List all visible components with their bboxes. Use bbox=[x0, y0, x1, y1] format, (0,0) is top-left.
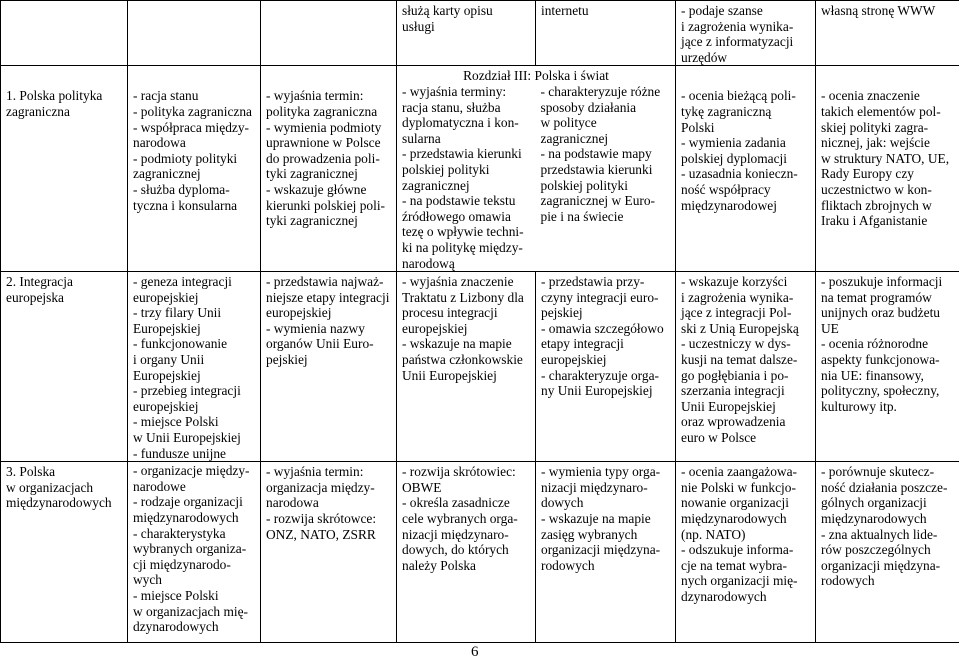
text-line: zagranicznej bbox=[540, 130, 609, 146]
text-line: polskiej polityki bbox=[540, 177, 628, 193]
text-line: - charakteryzuje różne bbox=[540, 83, 661, 99]
text-line: jące z informatyzacji bbox=[681, 34, 794, 50]
text-line: - określa zasadnicze bbox=[402, 495, 510, 511]
text-line: - ocenia zaangażowa- bbox=[681, 464, 797, 480]
text-line: w Unii Europejskiej bbox=[133, 430, 241, 446]
text-line: - wskazuje korzyści bbox=[681, 274, 788, 290]
text-line: zagranicznej bbox=[402, 177, 470, 193]
text-line: europejskiej bbox=[402, 320, 468, 336]
text-line: na temat programów bbox=[821, 289, 932, 305]
text-line: tyczna i konsularna bbox=[133, 197, 238, 213]
text-line: nicznej, jak: wejście bbox=[821, 135, 930, 151]
requirements-extended-c bbox=[816, 272, 959, 462]
text-line: pejskiej bbox=[266, 352, 308, 368]
text-line: do prowadzenia poli- bbox=[266, 150, 380, 166]
text-line: - porównuje skutecz- bbox=[821, 464, 935, 480]
text-line: międzynarodowej bbox=[681, 197, 777, 213]
text-line: własną stronę WWW bbox=[821, 3, 936, 18]
text-line: - polityka zagraniczna bbox=[133, 103, 252, 119]
text-line: ność współpracy bbox=[681, 181, 771, 197]
text-line: polityczny, społeczny, bbox=[821, 383, 940, 399]
text-line: Rady Europy czy bbox=[821, 166, 914, 182]
text-line: oraz wprowadzenia bbox=[681, 414, 786, 430]
text-line: wybranych organiza- bbox=[133, 541, 247, 557]
top-cell bbox=[816, 1, 959, 66]
text-line: w organizacjach bbox=[6, 479, 94, 495]
text-line: narodową bbox=[402, 255, 455, 271]
topic-row-1 bbox=[1, 66, 959, 272]
text-line: ski z Unią Europejską bbox=[681, 320, 799, 336]
text-line: europejskiej bbox=[541, 352, 607, 368]
requirements-extended-c bbox=[816, 462, 959, 643]
text-line: - omawia szczegółowo bbox=[541, 320, 664, 336]
text-line: - rozwija skrótowiec: bbox=[402, 464, 516, 480]
top-cell bbox=[536, 1, 676, 66]
text-line: - wyjaśnia termin: bbox=[266, 88, 364, 104]
requirements-basic-a bbox=[261, 462, 397, 643]
text-line: polskiej polityki bbox=[402, 161, 490, 177]
text-line: tyki zagranicznej bbox=[266, 166, 358, 182]
text-line: Unii Europejskiej bbox=[402, 367, 497, 383]
text-line: - uczestniczy w dys- bbox=[681, 336, 791, 352]
text-line: - wymienia typy orga- bbox=[541, 464, 661, 480]
text-line: polskiej dyplomacji bbox=[681, 150, 787, 166]
text-line: - organizacje między- bbox=[133, 463, 250, 479]
text-line: zagranicznej w Euro- bbox=[540, 193, 656, 209]
text-line: organów Unii Euro- bbox=[266, 336, 374, 352]
text-line: Unii Europejskiej bbox=[681, 398, 776, 414]
requirements-extended-c bbox=[816, 66, 959, 272]
top-cell bbox=[397, 1, 536, 66]
topic-title bbox=[1, 272, 128, 462]
text-line: należy Polska bbox=[402, 557, 477, 573]
text-line: europejskiej bbox=[133, 398, 199, 414]
text-line: źródłowego omawia bbox=[402, 208, 511, 224]
text-line: - geneza integracji bbox=[133, 274, 232, 290]
text-line: tykę zagraniczną bbox=[681, 103, 772, 119]
text-line: - przedstawia kierunki bbox=[402, 146, 522, 162]
text-line: cele wybranych orga- bbox=[402, 511, 518, 526]
text-line: Traktatu z Lizbony dla bbox=[402, 289, 524, 305]
text-line: pie i na świecie bbox=[540, 208, 624, 224]
text-line: OBWE bbox=[402, 479, 442, 495]
text-line: - zna aktualnych lide- bbox=[821, 526, 938, 542]
text-line: - ocenia znaczenie bbox=[821, 88, 920, 104]
text-line: ny Unii Europejskiej bbox=[541, 383, 653, 399]
text-line: w struktury NATO, UE, bbox=[821, 150, 950, 166]
text-line: uczestnictwo w kon- bbox=[821, 181, 932, 197]
text-line: Europejskiej bbox=[133, 320, 201, 336]
text-line: 1. Polska polityka bbox=[6, 88, 103, 104]
text-line: etapy integracji bbox=[541, 336, 624, 352]
text-line: zasięg wybranych bbox=[541, 526, 638, 542]
text-line: tezę o wpływie techni- bbox=[402, 224, 524, 240]
text-line: - odszukuje informa- bbox=[681, 542, 794, 558]
text-line: 2. Integracja bbox=[6, 274, 73, 290]
text-line: - wyjaśnia terminy: bbox=[402, 83, 507, 99]
topic-content bbox=[128, 272, 261, 462]
text-line: - miejsce Polski bbox=[133, 414, 219, 430]
section-title: Rozdział III: Polska i świat bbox=[463, 68, 609, 84]
text-line: tyki zagranicznej bbox=[266, 213, 358, 229]
text-line: cji międzynarodo- bbox=[133, 556, 231, 572]
text-line: polityka zagraniczna bbox=[266, 103, 378, 119]
text-line: narodowe bbox=[133, 478, 186, 494]
text-line: unijnych oraz budżetu bbox=[821, 305, 940, 321]
continuation-row bbox=[1, 1, 959, 66]
text-line: niejsze etapy integracji bbox=[266, 289, 390, 305]
text-line: Polski bbox=[681, 119, 715, 135]
text-line: dowych, do których bbox=[402, 542, 509, 558]
text-line: - podmioty polityki bbox=[133, 150, 238, 166]
text-line: międzynarodowych bbox=[821, 511, 927, 526]
text-line: pejskiej bbox=[541, 305, 583, 321]
requirements-extended-a bbox=[536, 462, 676, 643]
text-line: - podaje szanse bbox=[681, 3, 763, 18]
text-line: kierunki polskiej poli- bbox=[266, 197, 386, 213]
topic-content bbox=[128, 66, 261, 272]
text-line: rodowych bbox=[541, 557, 595, 573]
section-cell bbox=[397, 66, 676, 272]
text-line: organizacji międzyna- bbox=[821, 557, 941, 573]
text-line: - wskazuje główne bbox=[266, 181, 367, 197]
text-line: - wymienia nazwy bbox=[266, 320, 365, 336]
page-number: 6 bbox=[471, 644, 479, 660]
text-line: - fundusze unijne bbox=[133, 445, 226, 461]
text-line: go pogłębiania i po- bbox=[681, 367, 789, 383]
text-line: - rozwija skrótowce: bbox=[266, 511, 377, 526]
text-line: - trzy filary Unii bbox=[133, 305, 222, 321]
top-cell bbox=[1, 1, 128, 66]
text-line: organizacja między- bbox=[266, 479, 375, 495]
text-line: - funkcjonowanie bbox=[133, 336, 228, 352]
text-line: skiej polityki zagra- bbox=[821, 119, 929, 135]
text-line: - na podstawie tekstu bbox=[402, 193, 516, 209]
text-line: dzynarodowych bbox=[133, 619, 219, 635]
text-line: Iraku i Afganistanie bbox=[821, 213, 928, 229]
requirements-extended-b bbox=[676, 272, 816, 462]
requirements-extended-b bbox=[676, 66, 816, 272]
text-line: dowych bbox=[541, 495, 584, 511]
text-line: europejskiej bbox=[133, 289, 199, 305]
text-line: europejska bbox=[6, 289, 65, 305]
text-line: narodowa bbox=[266, 495, 319, 511]
text-line: ki na politykę między- bbox=[402, 239, 523, 255]
text-line: nowanie organizacji bbox=[681, 495, 789, 511]
text-line: - uzasadnia konieczn- bbox=[681, 166, 798, 182]
text-line: - współpraca między- bbox=[133, 119, 250, 135]
requirements-basic-b bbox=[397, 272, 536, 462]
text-line: - racja stanu bbox=[133, 88, 199, 104]
text-line: przedstawia kierunki bbox=[540, 161, 653, 177]
text-line: europejskiej bbox=[266, 305, 332, 321]
text-line: racja stanu, służba bbox=[402, 99, 501, 115]
text-line: ność działania poszcze- bbox=[821, 479, 948, 495]
text-line: - wymienia zadania bbox=[681, 135, 786, 151]
requirements-basic-b bbox=[397, 462, 536, 643]
topic-row-2 bbox=[1, 272, 959, 462]
text-line: - przedstawia najważ- bbox=[266, 274, 384, 290]
topic-title bbox=[1, 462, 128, 643]
requirements-basic-a bbox=[261, 272, 397, 462]
text-line: państwa członkowskie bbox=[402, 352, 523, 368]
text-line: - przebieg integracji bbox=[133, 383, 241, 399]
section-columns bbox=[397, 84, 675, 271]
top-cell bbox=[261, 1, 397, 66]
text-line: UE bbox=[821, 320, 839, 336]
text-line: w organizacjach mię- bbox=[133, 603, 249, 619]
text-line: służą karty opisu bbox=[402, 3, 493, 18]
text-line: urzędów bbox=[681, 49, 728, 65]
text-line: - wyjaśnia termin: bbox=[266, 464, 364, 480]
text-line: - na podstawie mapy bbox=[540, 146, 652, 162]
text-line: dzynarodowych bbox=[681, 588, 767, 604]
text-line: - służba dyploma- bbox=[133, 181, 230, 197]
text-line: nie Polski w funkcjo- bbox=[681, 479, 796, 495]
text-line: - ocenia różnorodne bbox=[821, 336, 929, 352]
text-line: rodowych bbox=[821, 573, 875, 589]
text-line: - ocenia bieżącą poli- bbox=[681, 88, 796, 104]
text-line: aspekty funkcjonowa- bbox=[821, 352, 940, 368]
text-line: usługi bbox=[402, 18, 435, 34]
text-line: nia UE: finansowy, bbox=[821, 367, 924, 383]
text-line: - wskazuje na mapie bbox=[402, 336, 512, 352]
text-line: - charakteryzuje orga- bbox=[541, 367, 659, 383]
text-line: kusji na temat dalsze- bbox=[681, 352, 798, 368]
text-line: uprawnione w Polsce bbox=[266, 135, 381, 151]
text-line: międzynarodowych bbox=[681, 511, 787, 526]
text-line: sularna bbox=[402, 130, 441, 146]
text-line: narodowa bbox=[133, 135, 186, 151]
text-line: w polityce bbox=[540, 115, 597, 131]
text-line: ONZ, NATO, ZSRR bbox=[266, 526, 376, 542]
requirements-extended-a bbox=[536, 272, 676, 462]
text-line: jące z integracji Pol- bbox=[681, 305, 792, 321]
topic-title bbox=[1, 66, 128, 272]
text-line: - rodzaje organizacji bbox=[133, 494, 243, 510]
text-line: internetu bbox=[541, 3, 589, 18]
requirements-extended-a bbox=[536, 84, 676, 271]
text-line: zagraniczna bbox=[6, 103, 70, 119]
text-line: dyplomatyczna i kon- bbox=[402, 115, 519, 131]
text-line: i organy Unii bbox=[133, 352, 205, 368]
text-line: - wskazuje na mapie bbox=[541, 511, 651, 526]
text-line: Europejskiej bbox=[133, 367, 201, 383]
text-line: - wymienia podmioty bbox=[266, 119, 382, 135]
text-line: organizacji międzyna- bbox=[541, 542, 661, 558]
text-line: zagranicznej bbox=[133, 166, 201, 182]
text-line: kulturowy itp. bbox=[821, 398, 897, 414]
text-line: fliktach zbrojnych w bbox=[821, 197, 932, 213]
text-line: takich elementów pol- bbox=[821, 103, 941, 119]
text-line: 3. Polska bbox=[6, 464, 56, 480]
text-line: międzynarodowych bbox=[133, 510, 239, 525]
text-line: sposoby działania bbox=[540, 99, 637, 115]
text-line: - wyjaśnia znaczenie bbox=[402, 274, 514, 290]
requirements-basic-a bbox=[261, 66, 397, 272]
text-line: nizacji międzynaro- bbox=[402, 526, 509, 542]
text-line: cje na temat wybra- bbox=[681, 557, 787, 573]
text-line: - miejsce Polski bbox=[133, 587, 219, 603]
text-line: i zagrożenia wynika- bbox=[681, 18, 794, 34]
text-line: - charakterystyka bbox=[133, 525, 226, 541]
topic-row-3 bbox=[1, 462, 959, 643]
text-line: - przedstawia przy- bbox=[541, 274, 645, 290]
text-line: czyny integracji euro- bbox=[541, 289, 659, 305]
text-line: gólnych organizacji bbox=[821, 495, 927, 511]
text-line: rów poszczególnych bbox=[821, 542, 931, 558]
text-line: i zagrożenia wynika- bbox=[681, 289, 794, 305]
topic-content bbox=[128, 462, 261, 643]
top-cell bbox=[128, 1, 261, 66]
text-line: nych organizacji mię- bbox=[681, 573, 798, 589]
text-line: nizacji międzynaro- bbox=[541, 479, 648, 495]
requirements-extended-b bbox=[676, 462, 816, 643]
text-line: - poszukuje informacji bbox=[821, 274, 943, 290]
text-line: wych bbox=[133, 572, 163, 588]
text-line: szerzania integracji bbox=[681, 383, 785, 399]
text-line: (np. NATO) bbox=[681, 526, 746, 542]
requirements-basic-b bbox=[397, 84, 536, 271]
text-line: procesu integracji bbox=[402, 305, 498, 321]
text-line: euro w Polsce bbox=[681, 430, 757, 446]
top-cell bbox=[676, 1, 816, 66]
text-line: międzynarodowych bbox=[6, 495, 112, 511]
